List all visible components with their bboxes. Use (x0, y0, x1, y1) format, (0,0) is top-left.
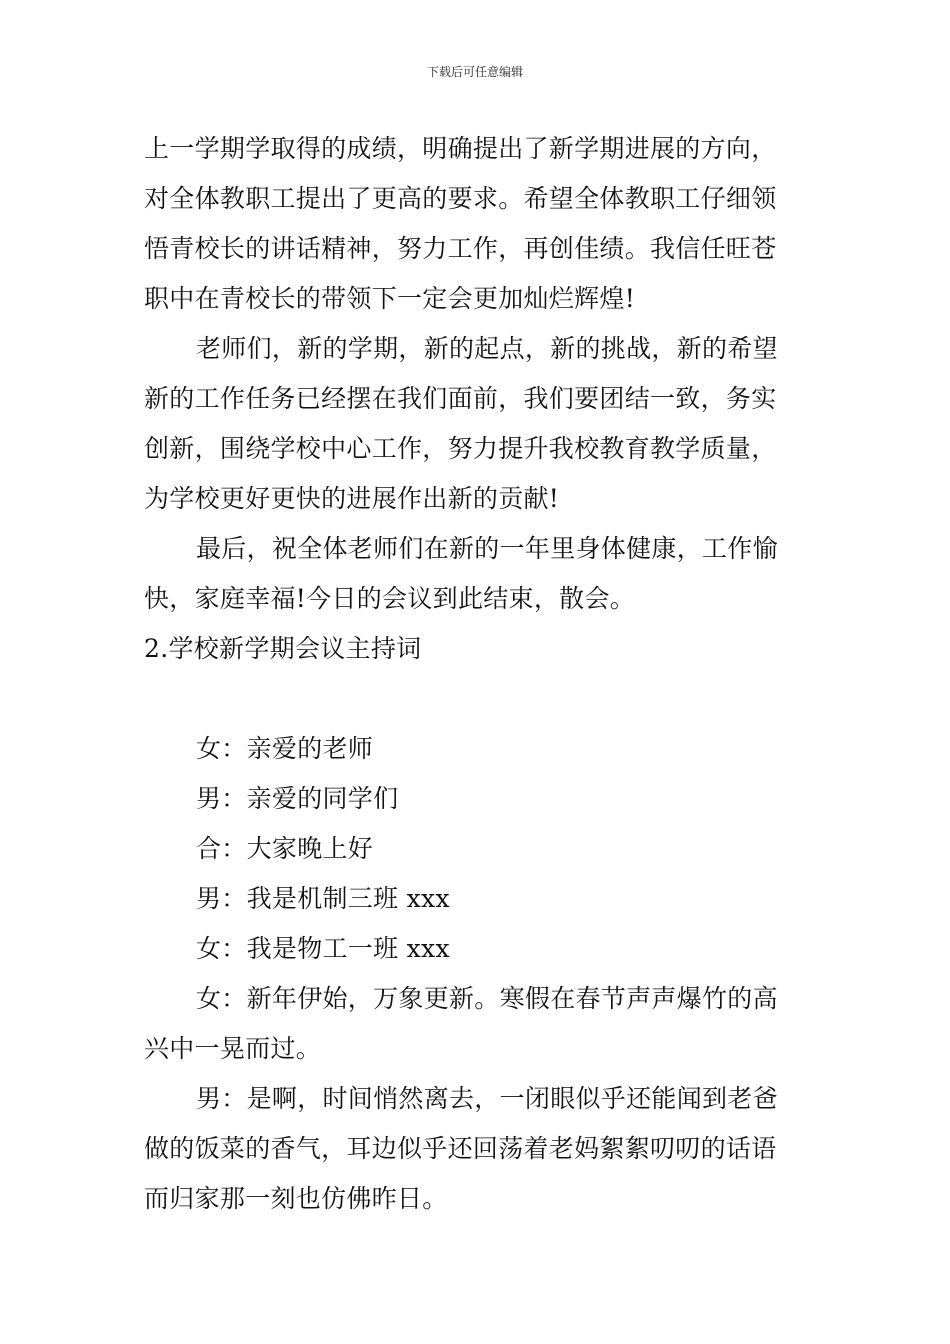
paragraph-line: 职中在青校长的带领下一定会更加灿烂辉煌! (144, 284, 636, 313)
paragraph-line: 老师们，新的学期，新的起点，新的挑战，新的希望 (196, 334, 778, 363)
dialogue-line: 男：是啊，时间悄然离去，一闭眼似乎还能闻到老爸 (196, 1084, 778, 1113)
dialogue-line: 男：我是机制三班 xxx (196, 884, 450, 913)
paragraph-line: 为学校更好更快的进展作出新的贡献! (144, 484, 560, 513)
paragraph-line: 创新，围绕学校中心工作，努力提升我校教育教学质量， (144, 434, 777, 463)
blank-line (144, 674, 814, 724)
dialogue-line: 女：我是物工一班 xxx (196, 934, 450, 963)
paragraph-line: 对全体教职工提出了更高的要求。希望全体教职工仔细领 (144, 184, 777, 213)
document-body (144, 124, 814, 1224)
paragraph-line: 最后，祝全体老师们在新的一年里身体健康，工作愉 (196, 534, 778, 563)
section-heading: 2.学校新学期会议主持词 (144, 634, 422, 663)
dialogue-line: 男：亲爱的同学们 (196, 784, 399, 813)
dialogue-line: 而归家那一刻也仿佛昨日。 (144, 1184, 448, 1213)
dialogue-line: 做的饭菜的香气，耳边似乎还回荡着老妈絮絮叨叨的话语 (144, 1134, 777, 1163)
dialogue-line: 女：新年伊始，万象更新。寒假在春节声声爆竹的高 (196, 984, 778, 1013)
paragraph-line: 悟青校长的讲话精神，努力工作，再创佳绩。我信任旺苍 (144, 234, 777, 263)
dialogue-line: 兴中一晃而过。 (144, 1034, 322, 1063)
paragraph-line: 上一学期学取得的成绩，明确提出了新学期进展的方向， (144, 134, 777, 163)
paragraph-line: 新的工作任务已经摆在我们面前，我们要团结一致，务实 (144, 384, 777, 413)
paragraph-line: 快，家庭幸福!今日的会议到此结束，散会。 (144, 584, 636, 613)
dialogue-line: 合：大家晚上好 (196, 834, 374, 863)
page-header: 下载后可任意编辑 (426, 65, 523, 79)
dialogue-line: 女：亲爱的老师 (196, 734, 374, 763)
